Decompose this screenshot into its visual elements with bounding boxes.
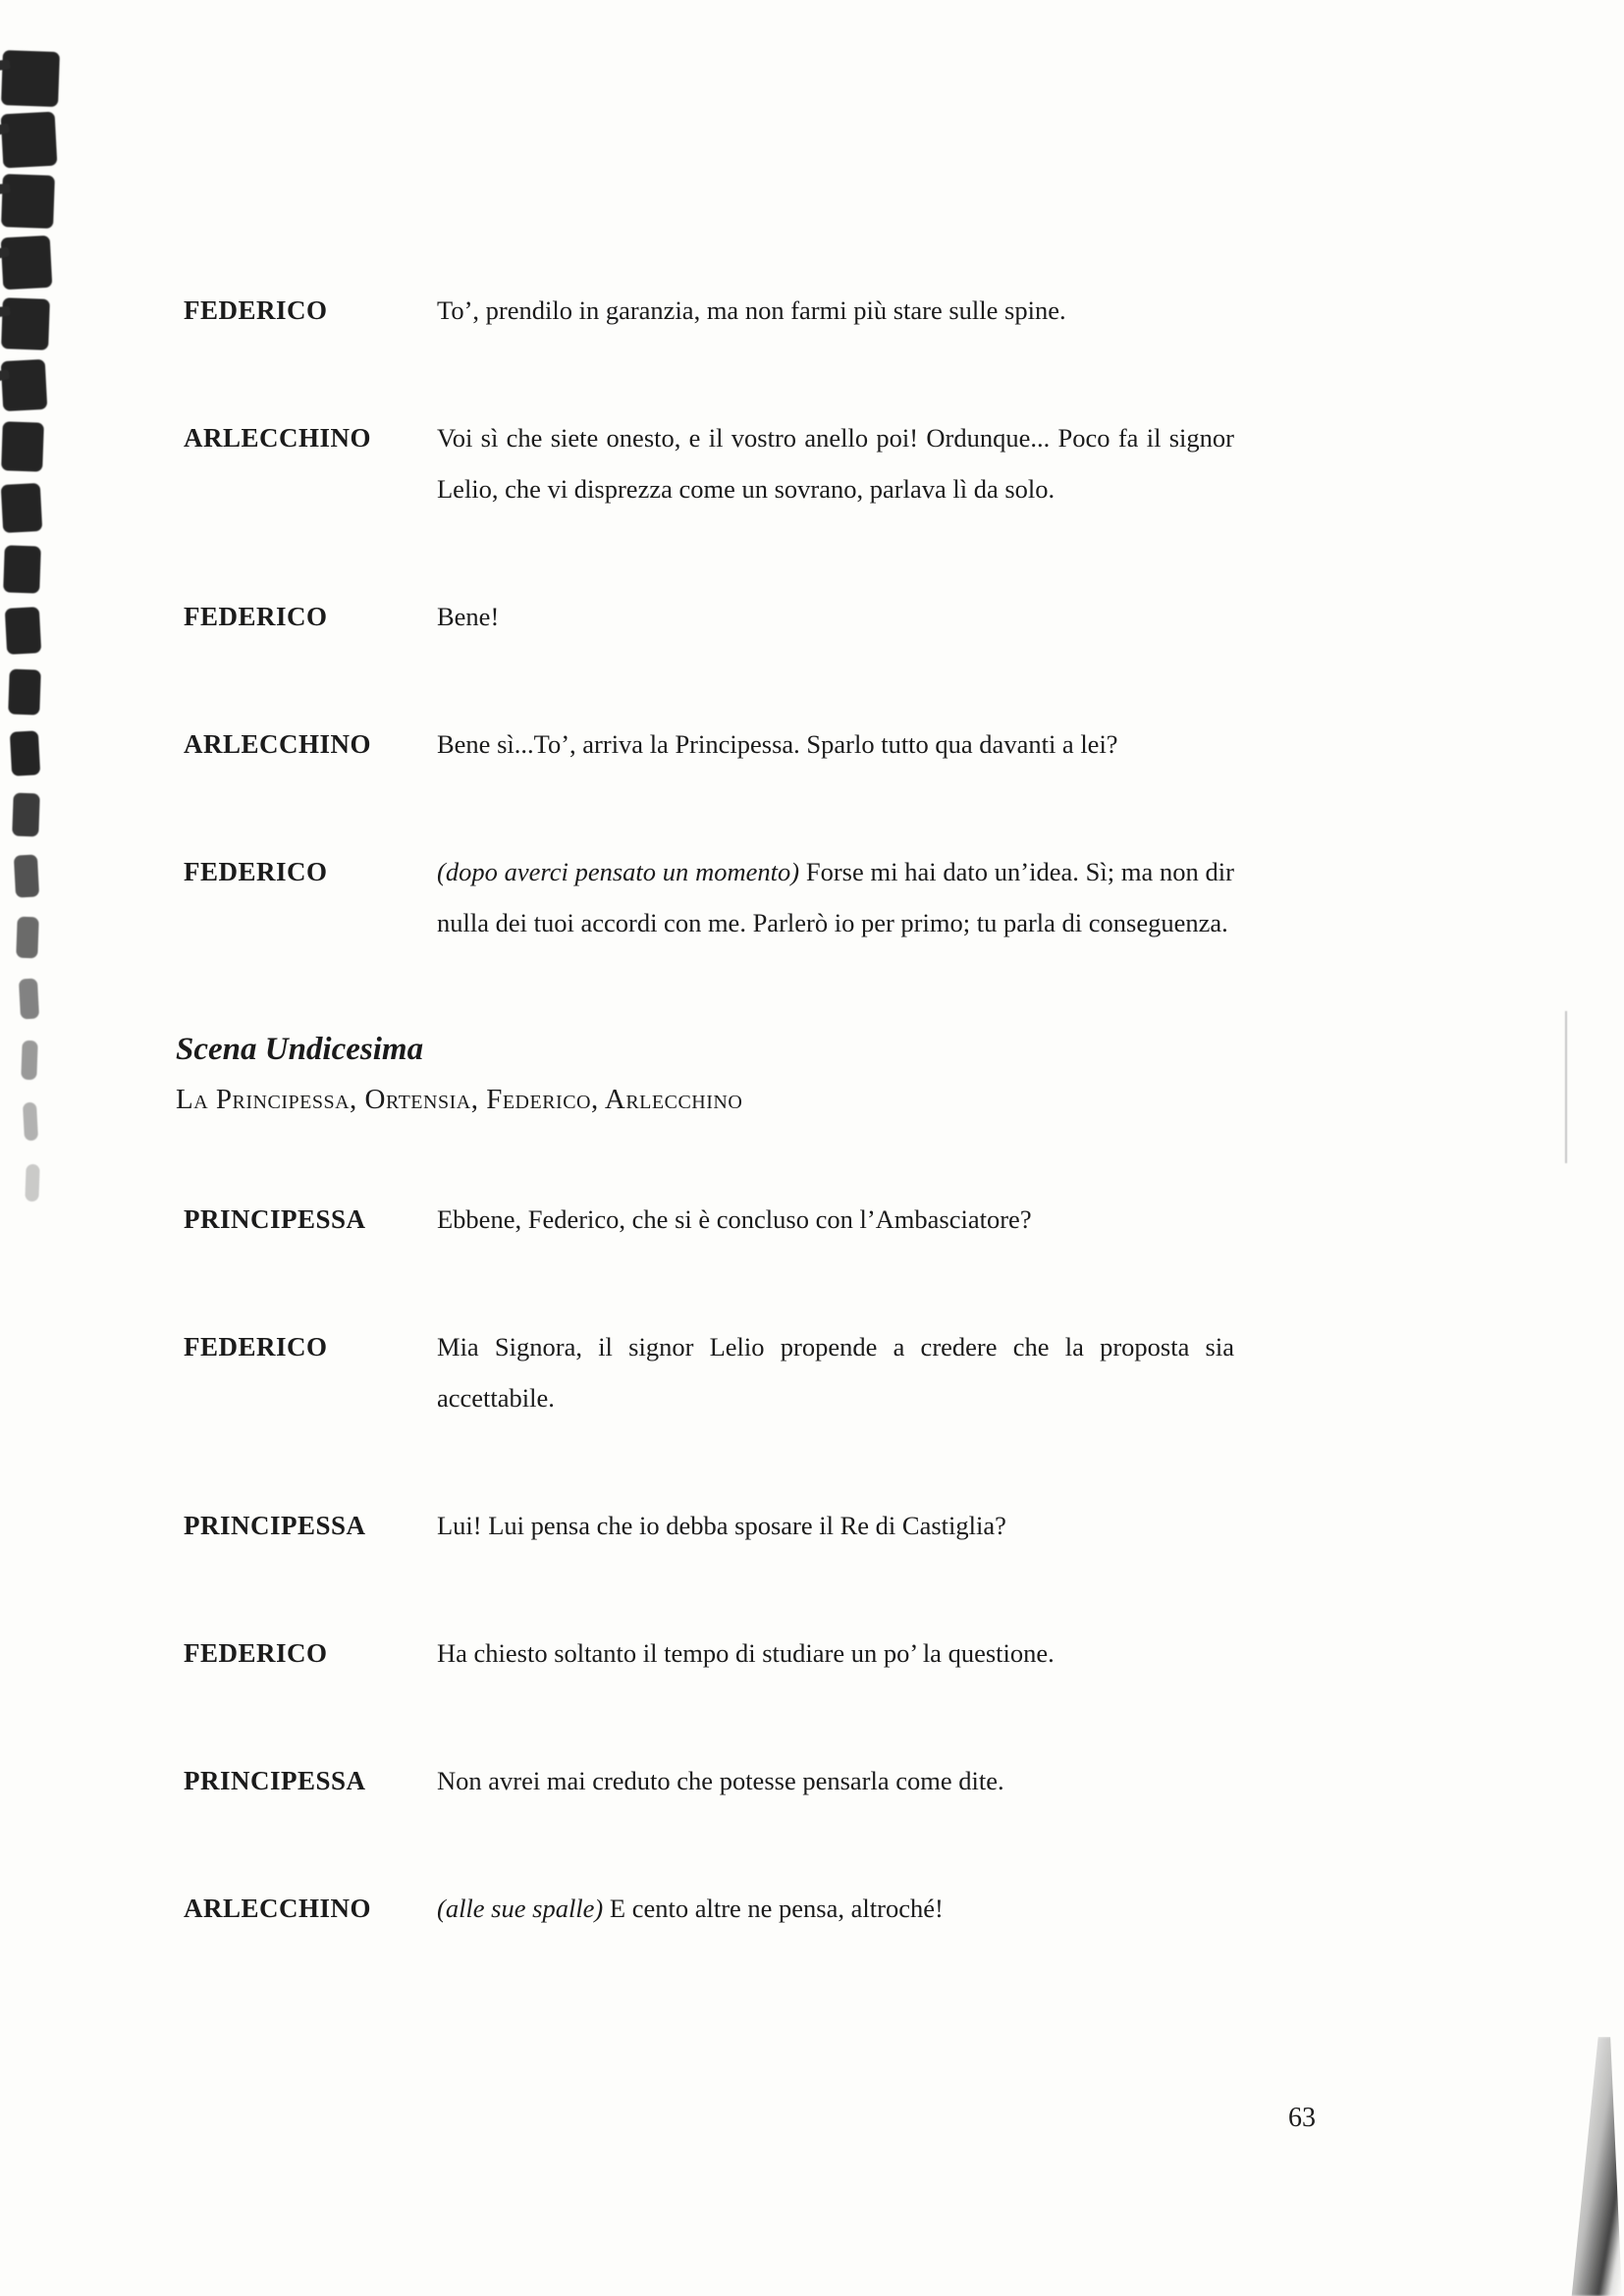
dialogue-words: Voi sì che siete onesto, e il vostro anello poi! Ordunque... Poco fa il signor Lelio, che vi disprezza come un sovrano, parlava lì da solo. [437, 423, 1234, 504]
page-number: 63 [1288, 2103, 1316, 2133]
speaker-name: FEDERICO [184, 857, 328, 886]
speaker-name: PRINCIPESSA [184, 1511, 366, 1540]
dialogue-words: Forse mi hai dato un’idea. Sì; ma non dir nulla dei tuoi accordi con me. Parlerò io per primo; tu parla di conseguenza. [437, 857, 1234, 937]
dialogue-entry [184, 1883, 1234, 1934]
dialogue-entry [184, 1500, 1234, 1551]
speaker-name: ARLECCHINO [184, 1894, 372, 1923]
dialogue-entry [184, 1321, 1234, 1423]
scene-cast-list: La Principessa, Ortensia, Federico, Arlecchino [176, 1084, 743, 1115]
binding-mark [1, 421, 44, 471]
dialogue-words: E cento altre ne pensa, altroché! [609, 1894, 944, 1923]
dialogue-words: Bene sì...To’, arriva la Principessa. Sparlo tutto qua davanti a lei? [437, 729, 1118, 759]
binding-mark [1, 236, 53, 291]
binding-mark [26, 1164, 40, 1201]
dialogue-section-top [184, 285, 1234, 948]
dialogue-text [437, 1194, 1234, 1245]
dialogue-words: Non avrei mai creduto che potesse pensarla come dite. [437, 1766, 1004, 1795]
speaker-name: PRINCIPESSA [184, 1766, 366, 1795]
binding-mark [19, 979, 39, 1020]
binding-mark [8, 668, 41, 715]
binding-mark [1, 483, 42, 533]
dialogue-words: Lui! Lui pensa che io debba sposare il Re di Castiglia? [437, 1511, 1006, 1540]
dialogue-entry [184, 1628, 1234, 1679]
binding-mark [1, 174, 55, 229]
dialogue-entry [184, 412, 1234, 514]
dialogue-entry [184, 1194, 1234, 1245]
dialogue-text [437, 412, 1234, 514]
binding-mark [5, 607, 41, 655]
page-content [176, 285, 1234, 2010]
speaker-name: ARLECCHINO [184, 423, 372, 453]
dialogue-entry [184, 719, 1234, 770]
speaker-name: PRINCIPESSA [184, 1204, 366, 1234]
speaker-name: FEDERICO [184, 1638, 328, 1668]
binding-mark [1, 297, 49, 350]
dialogue-words: To’, prendilo in garanzia, ma non farmi più stare sulle spine. [437, 295, 1066, 325]
scene-heading [176, 1025, 1234, 1125]
dialogue-text [437, 591, 1234, 642]
binding-mark [1, 359, 48, 411]
dialogue-text [437, 1628, 1234, 1679]
dialogue-text [437, 1755, 1234, 1806]
binding-mark-tail [0, 369, 10, 384]
binding-mark [1, 50, 60, 107]
binding-mark [10, 730, 41, 775]
scan-shadow-artifact [1569, 2037, 1622, 2296]
binding-mark [23, 1102, 38, 1142]
spiral-binding [0, 0, 98, 1374]
dialogue-words: Mia Signora, il signor Lelio propende a credere che la proposta sia accettabile. [437, 1332, 1234, 1413]
binding-mark [1, 112, 58, 169]
binding-mark [12, 793, 39, 837]
dialogue-entry [184, 1755, 1234, 1806]
dialogue-words: Bene! [437, 602, 500, 631]
binding-mark [3, 545, 41, 593]
dialogue-text [437, 1883, 1234, 1934]
binding-mark-tail [0, 306, 11, 319]
speaker-name: FEDERICO [184, 602, 328, 631]
binding-mark [17, 917, 39, 959]
binding-mark [14, 854, 39, 897]
dialogue-text [437, 1321, 1234, 1423]
dialogue-section-bottom [184, 1194, 1234, 1934]
binding-mark-tail [0, 183, 11, 195]
scene-title: Scena Undicesima [176, 1032, 424, 1067]
speaker-name: ARLECCHINO [184, 729, 372, 759]
speaker-name: FEDERICO [184, 1332, 328, 1362]
dialogue-text [437, 846, 1234, 948]
speaker-name: FEDERICO [184, 295, 328, 325]
dialogue-text [437, 285, 1234, 336]
binding-mark-tail [0, 123, 10, 137]
stage-direction: (alle sue spalle) [437, 1894, 610, 1923]
dialogue-text [437, 719, 1234, 770]
dialogue-words: Ha chiesto soltanto il tempo di studiare un po’ la questione. [437, 1638, 1055, 1668]
binding-mark-tail [0, 60, 11, 73]
stage-direction: (dopo averci pensato un momento) [437, 857, 806, 886]
dialogue-entry [184, 846, 1234, 948]
binding-mark-tail [0, 246, 10, 261]
binding-mark [21, 1041, 38, 1081]
dialogue-entry [184, 285, 1234, 336]
scan-line-artifact [1565, 1011, 1567, 1163]
dialogue-entry [184, 591, 1234, 642]
dialogue-words: Ebbene, Federico, che si è concluso con l’Ambasciatore? [437, 1204, 1032, 1234]
dialogue-text [437, 1500, 1234, 1551]
